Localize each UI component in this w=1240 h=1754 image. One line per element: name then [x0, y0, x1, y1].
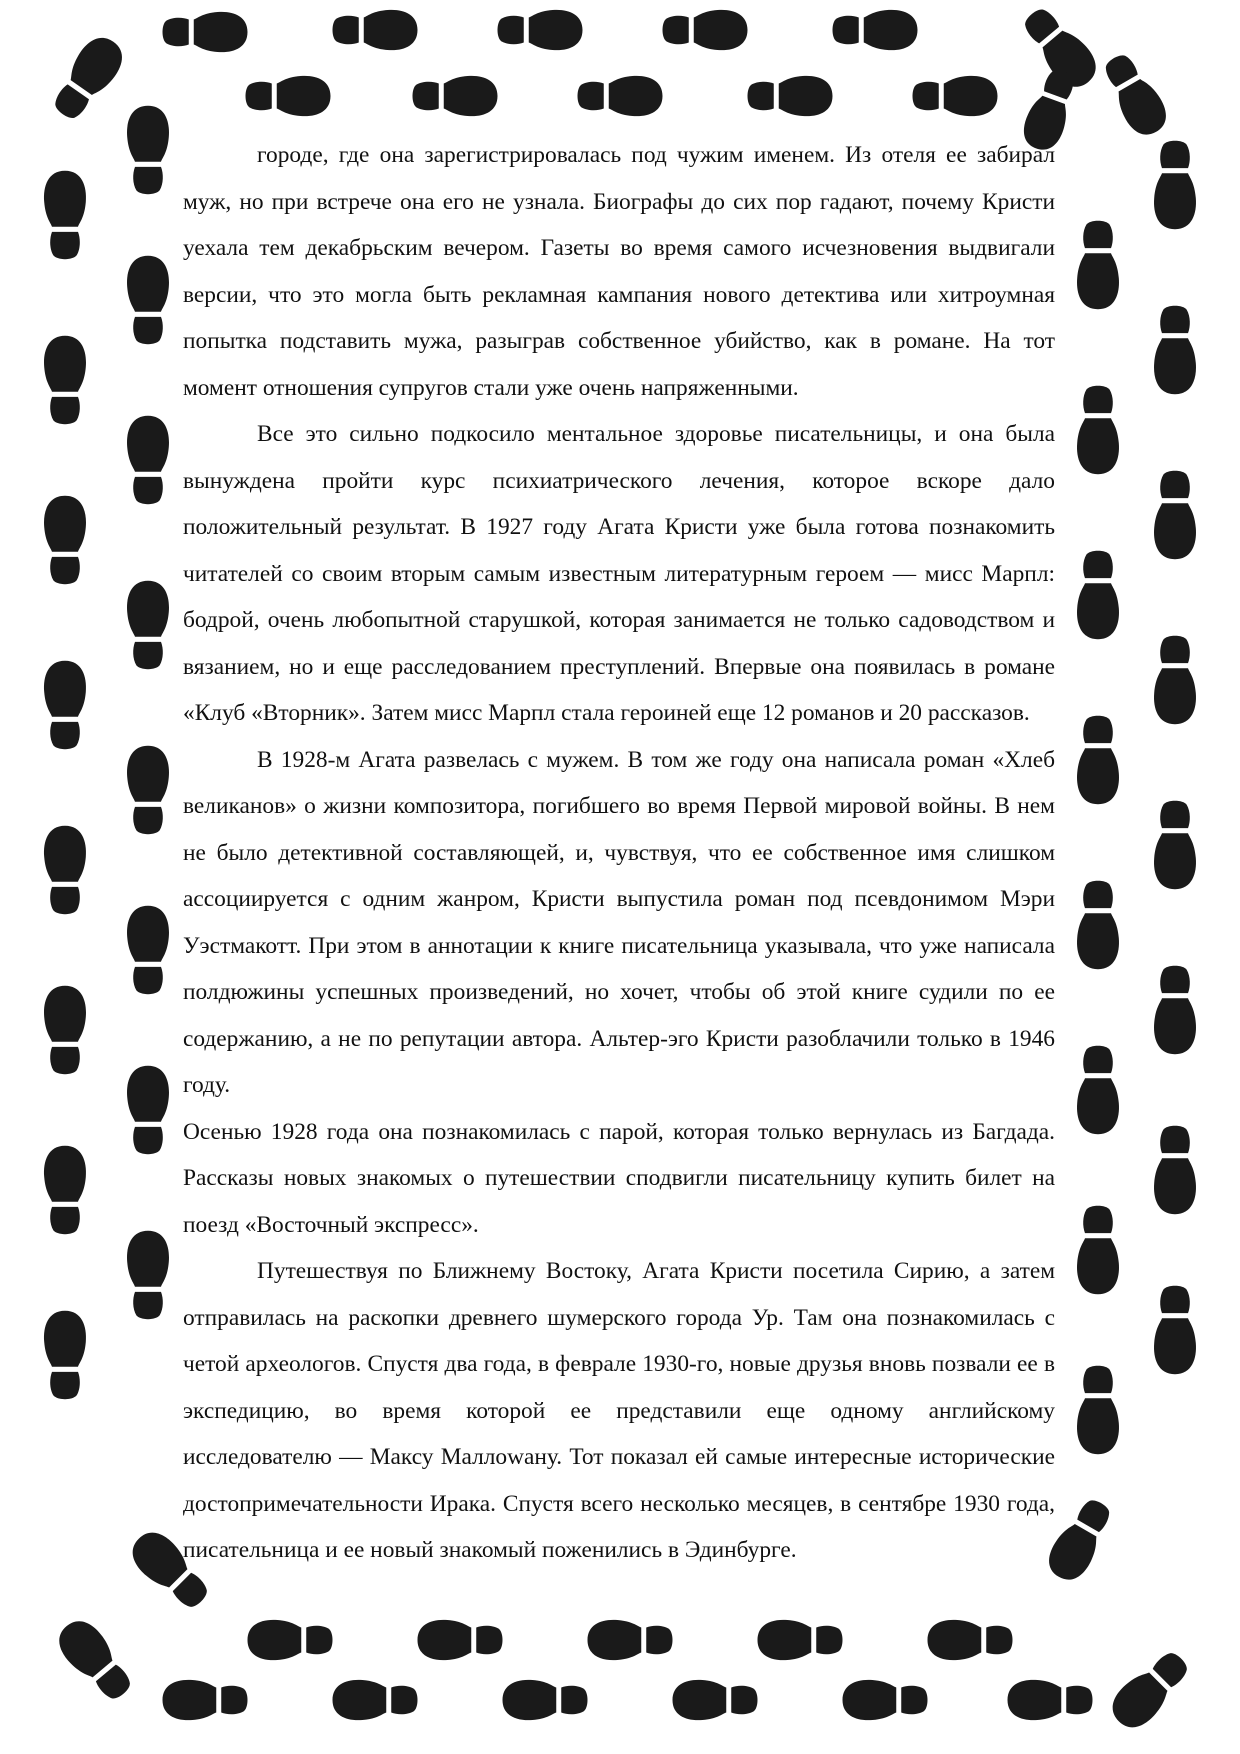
footprint-icon [663, 10, 748, 50]
footprint-icon [1077, 881, 1119, 969]
footprint-icon [1154, 471, 1196, 559]
footprint-icon [498, 10, 583, 50]
footprint-icon [1077, 551, 1119, 639]
footprint-icon [44, 826, 86, 914]
footprint-icon [127, 416, 169, 504]
footprint-icon [1077, 1046, 1119, 1134]
footprint-icon [1008, 1680, 1093, 1720]
footprint-icon [758, 1620, 843, 1660]
footprint-icon [1077, 221, 1119, 309]
paragraph: Осенью 1928 года она познакомилась с парой, которая только вернулась из Багдада. Рассказы новых знакомых о путешествии сподвигли писательницу купить билет на поезд «Восточный экспресс». [183, 1118, 1055, 1238]
footprint-icon [588, 1620, 673, 1660]
footprint-icon [333, 10, 418, 50]
footprint-icon [843, 1680, 928, 1720]
footprint-icon [1096, 48, 1173, 142]
footprint-icon [127, 1066, 169, 1154]
paragraph: Путешествуя по Ближнему Востоку, Агата Кристи посетила Сирию, а затем отправилась на раскопки древнего шумерского города Ур. Там она познакомилась с четой археологов. Спустя два года, в феврале 1930-го, новые друзья вновь позвали ее в экспедицию, во время которой ее представили еще одному английскому исследователю — Максу Маллowану. Тот показал ей самые интересные исторические достопримечательности Ирака. Спустя всего несколько месяцев, в сентябре 1930 года, писательница и ее новый знакомый поженились в Эдинбурге. [183, 1258, 1055, 1563]
body-text [183, 132, 1055, 1574]
footprint-icon [44, 1146, 86, 1234]
footprint-icon [163, 1680, 248, 1720]
paragraph: Все это сильно подкосило ментальное здоровье писательницы, и она была вынуждена пройти курс психиатрического лечения, которое вскоре дало положительный результат. В 1927 году Агата Кристи уже была готова познакомить читателей со своим вторым самым известным литературным героем — мисс Марпл: бодрой, очень любопытной старушкой, которая занимается не только садоводством и вязанием, но и еще расследованием преступлений. Впервые она появилась в романе «Клуб «Вторник». Затем мисс Марпл стала героиней еще 12 романов и 20 рассказов. [183, 421, 1055, 726]
footprint-icon [503, 1680, 588, 1720]
footprint-icon [1154, 801, 1196, 889]
footprint-icon [44, 171, 86, 259]
footprint-icon [127, 581, 169, 669]
footprint-icon [418, 1620, 503, 1660]
footprint-icon [44, 661, 86, 749]
footprint-icon [413, 76, 498, 116]
footprint-icon [1077, 1206, 1119, 1294]
footprint-icon [51, 1613, 140, 1708]
footprint-icon [1154, 636, 1196, 724]
footprint-icon [333, 1680, 418, 1720]
paragraph: городе, где она зарегистрировалась под чужим именем. Из отеля ее забирал муж, но при встрече она его не узнала. Биографы до сих пор гадают, почему Кристи уехала тем декабрьским вечером. Газеты во время самого исчезновения выдвигали версии, что это могла быть рекламная кампания нового детектива или хитроумная попытка подставить мужа, разыграв собственное убийство, как в романе. На тот момент отношения супругов стали уже очень напряженными. [183, 142, 1055, 401]
footprint-icon [1154, 306, 1196, 394]
footprint-icon [673, 1680, 758, 1720]
footprint-icon [248, 1620, 333, 1660]
footprint-icon [163, 12, 248, 52]
footprint-icon [578, 76, 663, 116]
footprint-icon [928, 1620, 1013, 1660]
footprint-icon [44, 1311, 86, 1399]
paragraph: В 1928-м Агата развелась с мужем. В том же году она написала роман «Хлеб великанов» о жизни композитора, погибшего во время Первой мировой войны. В нем не было детективной составляющей, и, чувствуя, что ее собственное имя слишком ассоциируется с одним жанром, Кристи выпустила роман под псевдонимом Мэри Уэстмакотт. При этом в аннотации к книге писательница указывала, что уже написала полдюжины успешных произведений, но хочет, чтобы об этой книге судили по ее содержанию, а не по репутации автора. Альтер-эго Кристи разоблачили только в 1946 году. [183, 746, 1055, 1098]
footprint-icon [748, 76, 833, 116]
footprint-icon [127, 106, 169, 194]
footprint-icon [127, 256, 169, 344]
footprint-icon [913, 76, 998, 116]
footprint-icon [1154, 1126, 1196, 1214]
footprint-icon [246, 76, 331, 116]
footprint-icon [44, 336, 86, 424]
footprint-icon [1154, 966, 1196, 1054]
footprint-icon [127, 1231, 169, 1319]
footprint-icon [1077, 386, 1119, 474]
footprint-icon [833, 10, 918, 50]
footprint-icon [127, 746, 169, 834]
footprint-icon [1104, 1644, 1196, 1736]
footprint-icon [1154, 1286, 1196, 1374]
footprint-icon [44, 496, 86, 584]
footprint-icon [127, 906, 169, 994]
footprint-icon [1077, 716, 1119, 804]
footprint-icon [45, 30, 130, 126]
footprint-icon [1077, 1366, 1119, 1454]
footprint-icon [44, 986, 86, 1074]
footprint-icon [1154, 141, 1196, 229]
